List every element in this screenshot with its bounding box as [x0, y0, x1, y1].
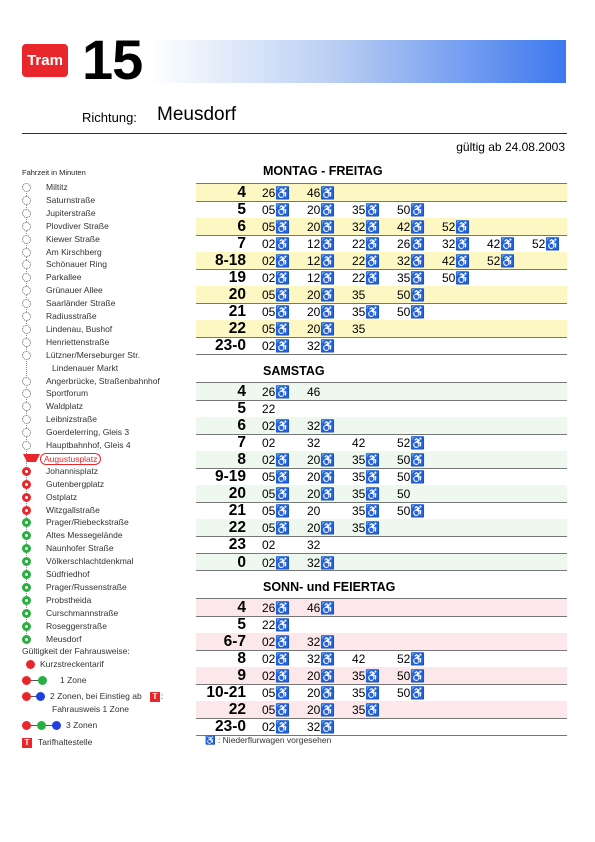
stop-marker-icon: [22, 222, 31, 231]
stop-name: Radiusstraße: [46, 311, 97, 321]
stop-item: [22, 453, 202, 466]
stop-marker-icon: [22, 377, 31, 386]
departure-minute: 35♿: [397, 271, 426, 286]
departure-minute: 35♿: [352, 305, 381, 320]
row-rule: [196, 354, 567, 355]
stop-item: [22, 272, 202, 285]
direction-value: Meusdorf: [157, 104, 237, 125]
stop-name: Völkerschlachtdenkmal: [46, 556, 134, 567]
departure-minute: 22♿: [352, 237, 381, 252]
stop-item: [22, 182, 202, 195]
red-zone-dot: [26, 660, 35, 669]
stop-marker-icon: [22, 467, 31, 476]
stop-name: Waldplatz: [46, 401, 84, 412]
stop-name: Henriettenstraße: [46, 336, 110, 347]
departure-minute: 46♿: [307, 186, 336, 200]
departure-minute: 52♿: [442, 220, 471, 235]
hour-row: [196, 252, 567, 269]
stop-item: [22, 195, 202, 208]
hour-row: [196, 536, 567, 553]
stop-item: [22, 556, 202, 569]
red-zone-dot: [22, 692, 31, 701]
hour-row: [196, 400, 567, 417]
stop-name: Miltitz: [46, 182, 68, 192]
blue-zone-dot: [52, 721, 61, 730]
stop-marker-icon: [22, 428, 31, 437]
stop-marker-icon: [22, 196, 31, 205]
hour-label: 6-7: [223, 633, 246, 651]
stop-name: Lützner/Merseburger Str.: [46, 349, 141, 360]
departure-minute: 02♿: [262, 635, 291, 650]
hour-label: 22: [228, 701, 246, 719]
stop-item: [22, 543, 202, 556]
hour-label: 22: [228, 519, 246, 537]
departure-minute: 20♿: [307, 669, 336, 684]
stop-marker-icon: [22, 583, 31, 592]
stop-name: Am Kirschberg: [46, 246, 102, 257]
departure-minute: 50♿: [442, 271, 471, 286]
stop-name: Prager/Riebeckstraße: [46, 517, 129, 528]
hour-row: [196, 201, 567, 218]
stop-marker-icon: [22, 312, 31, 321]
departure-minute: 05♿: [262, 203, 291, 218]
departure-minute: 02♿: [262, 237, 291, 252]
hour-row: [196, 417, 567, 434]
departure-minute: 02♿: [262, 453, 291, 468]
departure-minute: 20♿: [307, 470, 336, 485]
departure-minute: 02♿: [262, 652, 291, 667]
stop-item: [22, 569, 202, 582]
departure-minute: 32♿: [307, 339, 336, 354]
stop-name: Probstheida: [46, 594, 92, 605]
departure-minute: 35♿: [352, 686, 381, 701]
departure-minute: 20♿: [307, 686, 336, 701]
legend-tariff-stop: [22, 737, 182, 751]
legend-two-zones: 2 Zonen, bei Einstieg ab T :: [22, 691, 192, 705]
stop-item: [22, 285, 202, 298]
stop-item: [22, 479, 202, 492]
travel-time-caption: Fahrzeit in Minuten: [22, 168, 86, 177]
hour-row: [196, 502, 567, 519]
hour-row: [196, 269, 567, 286]
departure-minute: 20♿: [307, 453, 336, 468]
departure-minute: 02♿: [262, 254, 291, 269]
stop-item: [22, 311, 202, 324]
stop-name: Angerbrücke, Straßenbahnhof: [46, 375, 160, 386]
stop-item: [22, 582, 202, 595]
stop-item: [22, 595, 202, 608]
hour-row: [196, 485, 567, 502]
hour-label: 20: [228, 485, 246, 503]
hour-row: [196, 554, 567, 571]
stop-marker-icon: [22, 248, 31, 257]
stop-marker-icon: [22, 209, 31, 218]
stop-marker-icon: [22, 544, 31, 553]
departure-minute: 32♿: [307, 555, 336, 570]
departure-minute: 32♿: [307, 652, 336, 667]
stop-item: [22, 517, 202, 530]
hour-label: 8-18: [214, 252, 246, 270]
hour-row: [196, 519, 567, 536]
stop-marker-icon: [22, 570, 31, 579]
tram-badge: Tram: [22, 44, 68, 77]
departure-minute: 42: [352, 652, 366, 667]
stop-item: [22, 414, 202, 427]
departure-minute: 20♿: [307, 203, 336, 218]
stop-marker-icon: [22, 531, 31, 540]
stop-item: [22, 440, 202, 453]
departure-minute: 35♿: [352, 703, 381, 718]
departure-minute: 35♿: [352, 487, 381, 502]
departure-minute: 02♿: [262, 419, 291, 434]
legend-one-zone-label: 1 Zone: [60, 675, 87, 685]
departure-minute: 46: [307, 385, 321, 399]
legend-tariff-label: Tarifhaltestelle: [38, 737, 93, 747]
hour-row: [196, 451, 567, 468]
stop-marker-icon: [22, 299, 31, 308]
departure-minute: 26♿: [397, 237, 426, 252]
departure-minute: 26♿: [262, 601, 291, 615]
stop-marker-icon: [22, 415, 31, 424]
stop-marker-icon: [22, 260, 31, 269]
legend-two-zones-label: 2 Zonen, bei Einstieg ab: [50, 691, 142, 701]
departure-minute: 52♿: [397, 652, 426, 667]
stop-item: [22, 530, 202, 543]
hour-row: [196, 383, 567, 400]
stop-item: [22, 427, 202, 440]
section-title: SAMSTAG: [263, 364, 325, 378]
zone-connector: [31, 680, 38, 681]
stop-name: Grünauer Allee: [46, 285, 103, 296]
stop-item: [22, 259, 202, 272]
departure-minute: 05♿: [262, 305, 291, 320]
stop-name: Prager/Russenstraße: [46, 581, 127, 592]
stop-marker-icon: [22, 557, 31, 566]
departure-minute: 22♿: [352, 254, 381, 269]
departure-minute: 32: [307, 436, 321, 451]
departure-minute: 50♿: [397, 203, 426, 218]
departure-minute: 20♿: [307, 703, 336, 718]
hour-label: 20: [228, 286, 246, 304]
departure-minute: 35: [352, 288, 366, 303]
hour-label: 8: [237, 451, 246, 469]
stop-marker-icon: [22, 506, 31, 515]
hour-row: [196, 218, 567, 235]
departure-minute: 20♿: [307, 305, 336, 320]
departure-minute: 20♿: [307, 220, 336, 235]
stop-marker-icon: [22, 402, 31, 411]
footnote-low-floor: ♿ : Niederflurwagen vorgesehen: [205, 735, 332, 745]
departure-minute: 05♿: [262, 521, 291, 536]
hour-row: [196, 320, 567, 337]
departure-minute: 05♿: [262, 470, 291, 485]
stop-name: Hauptbahnhof, Gleis 4: [46, 440, 131, 450]
red-zone-dot: [22, 676, 31, 685]
hour-row: [196, 337, 567, 354]
departure-minute: 20♿: [307, 288, 336, 303]
direction-label: Richtung:: [82, 110, 137, 125]
tariff-stop-icon: T: [22, 738, 32, 748]
stop-marker-icon: [22, 389, 31, 398]
hour-label: 4: [237, 383, 246, 400]
tariff-stop-icon: T: [150, 692, 160, 702]
stop-name: Schönauer Ring: [46, 259, 107, 270]
departure-minute: 50♿: [397, 504, 426, 519]
stop-name: Saturnstraße: [46, 194, 96, 205]
stop-name: Parkallee: [46, 272, 82, 283]
departure-minute: 05♿: [262, 288, 291, 303]
stop-name: Sportforum: [46, 388, 89, 399]
row-rule: [196, 570, 567, 571]
stop-item: [22, 221, 202, 234]
legend-three-zones-label: 3 Zonen: [66, 720, 98, 730]
departure-minute: 32♿: [307, 635, 336, 650]
legend-two-zones-note: [22, 704, 182, 718]
hour-label: 0: [237, 553, 246, 571]
red-zone-dot: [22, 721, 31, 730]
hour-label: 5: [237, 201, 246, 219]
header-divider: [22, 133, 567, 134]
departure-minute: 05♿: [262, 703, 291, 718]
departure-minute: 52♿: [397, 436, 426, 451]
departure-minute: 50♿: [397, 686, 426, 701]
stop-item: [22, 363, 202, 376]
stop-item: [22, 634, 202, 647]
stop-name: Witzgallstraße: [46, 504, 100, 515]
departure-minute: 42: [352, 436, 366, 451]
stop-marker-icon: [22, 325, 31, 334]
stop-name: Meusdorf: [46, 633, 82, 644]
hour-row: [196, 599, 567, 616]
departure-minute: 32: [307, 538, 321, 553]
hour-label: 4: [237, 184, 246, 201]
departure-minute: 35: [352, 322, 366, 337]
stop-name: Jupiterstraße: [46, 207, 96, 218]
departure-minute: 50♿: [397, 288, 426, 303]
stop-item: [22, 337, 202, 350]
legend-short-distance: [22, 659, 182, 673]
departure-minute: 35♿: [352, 453, 381, 468]
stop-name: Augustusplatz: [40, 453, 101, 465]
departure-minute: 50♿: [397, 470, 426, 485]
departure-minute: 05♿: [262, 686, 291, 701]
legend-two-zones-note-label: Fahrausweis 1 Zone: [52, 704, 130, 714]
hour-label: 23-0: [214, 718, 246, 736]
stop-item: [22, 234, 202, 247]
stop-marker-icon: [22, 441, 31, 450]
departure-minute: 20♿: [307, 521, 336, 536]
hour-row: [196, 303, 567, 320]
hour-label: 21: [228, 502, 246, 520]
stop-item: [22, 324, 202, 337]
legend-title: Gültigkeit der Fahrausweise:: [22, 646, 130, 656]
stop-item: [22, 298, 202, 311]
stop-name: Curschmannstraße: [46, 607, 119, 618]
departure-minute: 02♿: [262, 720, 291, 735]
stop-marker-icon: [22, 635, 31, 644]
stop-marker-icon: [22, 286, 31, 295]
departure-minute: 35♿: [352, 470, 381, 485]
departure-minute: 02: [262, 538, 276, 553]
legend-short-distance-label: Kurzstreckentarif: [40, 659, 104, 669]
departure-minute: 02♿: [262, 669, 291, 684]
departure-minute: 12♿: [307, 254, 336, 269]
departure-minute: 35♿: [352, 521, 381, 536]
hour-row: [196, 633, 567, 650]
departure-minute: 20♿: [307, 322, 336, 337]
stop-item: [22, 350, 202, 363]
stop-item: [22, 621, 202, 634]
hour-label: 21: [228, 303, 246, 321]
departure-minute: 02: [262, 436, 276, 451]
stop-name: Johannisplatz: [46, 465, 98, 476]
departure-minute: 32♿: [397, 254, 426, 269]
hour-row: [196, 701, 567, 718]
departure-minute: 42♿: [487, 237, 516, 252]
stop-marker-icon: [22, 493, 31, 502]
hour-label: 9-19: [214, 468, 246, 486]
stop-item: [22, 505, 202, 518]
legend-one-zone: [22, 675, 182, 689]
departure-minute: 26♿: [262, 385, 291, 399]
hour-label: 10-21: [206, 684, 246, 702]
stop-name: Naunhofer Straße: [46, 543, 114, 554]
stop-name: Südfriedhof: [46, 569, 90, 579]
green-zone-dot: [37, 721, 46, 730]
stop-item: [22, 608, 202, 621]
stop-name: Lindenauer Markt: [52, 362, 119, 373]
departure-minute: 22♿: [262, 618, 291, 633]
stop-item: [22, 376, 202, 389]
hour-row: [196, 684, 567, 701]
departure-minute: 42♿: [397, 220, 426, 235]
departure-minute: 46♿: [307, 601, 336, 615]
hour-row: [196, 616, 567, 633]
stop-name: Gutenbergplatz: [46, 478, 105, 489]
stop-name: Plovdiver Straße: [46, 220, 109, 231]
hour-row: [196, 235, 567, 252]
departure-minute: 32♿: [442, 237, 471, 252]
hour-label: 6: [237, 417, 246, 435]
hour-label: 9: [237, 667, 246, 685]
stop-marker-icon: [22, 273, 31, 282]
departure-minute: 02♿: [262, 339, 291, 354]
departure-minute: 12♿: [307, 237, 336, 252]
stop-name: Leibnizstraße: [46, 414, 98, 425]
departure-minute: 22♿: [352, 271, 381, 286]
hour-label: 5: [237, 616, 246, 634]
departure-minute: 20♿: [307, 487, 336, 502]
stop-name: Saarländer Straße: [46, 298, 116, 309]
departure-minute: 32♿: [352, 220, 381, 235]
stop-item: [22, 492, 202, 505]
departure-minute: 32♿: [307, 419, 336, 434]
legend-three-zones: [22, 720, 182, 734]
hour-label: 5: [237, 400, 246, 418]
hour-label: 7: [237, 235, 246, 253]
hour-row: [196, 184, 567, 201]
hour-row: [196, 434, 567, 451]
departure-minute: 02♿: [262, 555, 291, 570]
departure-minute: 26♿: [262, 186, 291, 200]
departure-minute: 02♿: [262, 271, 291, 286]
departure-minute: 20: [307, 504, 321, 519]
stop-marker-icon: [22, 480, 31, 489]
hour-label: 8: [237, 650, 246, 668]
stop-item: [22, 388, 202, 401]
departure-minute: 50: [397, 487, 411, 502]
stop-name: Roseggerstraße: [46, 620, 107, 631]
hour-label: 23: [228, 536, 246, 554]
blue-zone-dot: [36, 692, 45, 701]
stop-marker-icon: [22, 183, 31, 192]
stop-name: Altes Messegelände: [46, 530, 123, 541]
hour-label: 7: [237, 434, 246, 452]
departure-minute: 05♿: [262, 322, 291, 337]
stop-marker-icon: [22, 338, 31, 347]
stop-marker-icon: [22, 609, 31, 618]
stop-item: [22, 208, 202, 221]
departure-minute: 35♿: [352, 669, 381, 684]
stop-marker-icon: [22, 351, 31, 360]
departure-minute: 35♿: [352, 504, 381, 519]
stop-marker-icon: [22, 235, 31, 244]
stop-name: Kiewer Straße: [46, 233, 100, 244]
stop-name: Goerdelerring, Gleis 3: [46, 427, 130, 438]
departure-minute: 22: [262, 402, 276, 417]
hour-label: 6: [237, 218, 246, 236]
hour-row: [196, 468, 567, 485]
section-title: MONTAG - FREITAG: [263, 164, 383, 178]
hour-row: [196, 286, 567, 303]
stop-item: [22, 247, 202, 260]
departure-minute: 35♿: [352, 203, 381, 218]
green-zone-dot: [38, 676, 47, 685]
valid-from: gültig ab 24.08.2003: [456, 140, 565, 154]
line-number: 15: [82, 28, 143, 91]
departure-minute: 32♿: [307, 720, 336, 735]
stop-marker-icon: [22, 518, 31, 527]
stop-name: Lindenau, Bushof: [46, 323, 113, 334]
hour-label: 22: [228, 320, 246, 338]
departure-minute: 50♿: [397, 669, 426, 684]
departure-minute: 42♿: [442, 254, 471, 269]
stop-marker-icon: [22, 596, 31, 605]
stop-item: [22, 401, 202, 414]
departure-minute: 50♿: [397, 453, 426, 468]
departure-minute: 05♿: [262, 504, 291, 519]
stop-marker-icon: [22, 622, 31, 631]
stop-name: Ostplatz: [46, 491, 78, 502]
hour-label: 19: [228, 269, 246, 287]
departure-minute: 52♿: [487, 254, 516, 269]
section-title: SONN- und FEIERTAG: [263, 580, 396, 594]
hour-label: 23-0: [214, 337, 246, 355]
departure-minute: 52♿: [532, 237, 561, 252]
departure-minute: 12♿: [307, 271, 336, 286]
stop-item: [22, 466, 202, 479]
hour-label: 4: [237, 599, 246, 616]
departure-minute: 05♿: [262, 220, 291, 235]
hour-row: [196, 718, 567, 735]
hour-row: [196, 650, 567, 667]
departure-minute: 50♿: [397, 305, 426, 320]
hour-row: [196, 667, 567, 684]
header-gradient-bar: [148, 40, 566, 83]
departure-minute: 05♿: [262, 487, 291, 502]
